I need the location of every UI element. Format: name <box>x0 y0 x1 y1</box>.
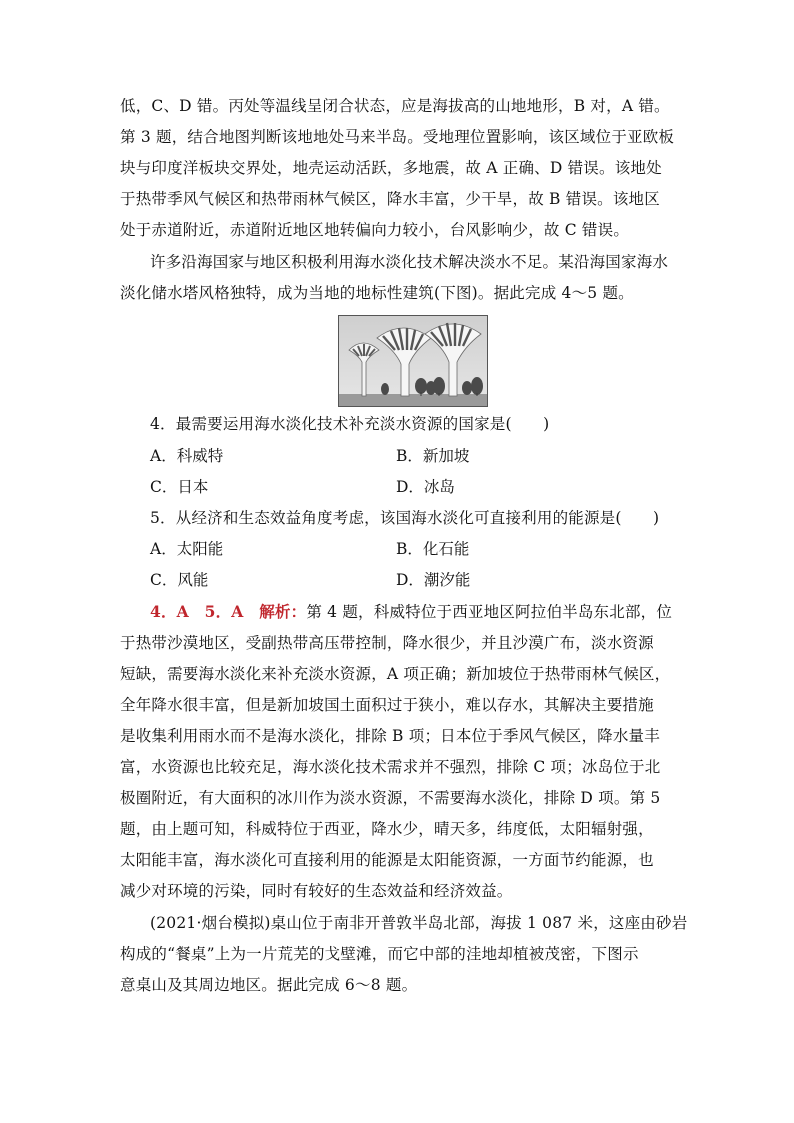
text-line: 于热带季风气候区和热带雨林气候区，降水丰富，少干旱，故 B 错误。该地区 <box>120 190 660 208</box>
q5-option-c: C．风能 <box>150 571 209 589</box>
text-line: 全年降水很丰富，但是新加坡国土面积过于狭小，难以存水，其解决主要措施 <box>120 696 654 714</box>
text-line: 意桌山及其周边地区。据此完成 6～8 题。 <box>120 976 418 994</box>
text-line: 低，C、D 错。丙处等温线呈闭合状态，应是海拔高的山地地形，B 对，A 错。 <box>120 97 670 115</box>
q4-option-b: B．新加坡 <box>396 447 470 465</box>
answer-key: 4．A 5．A <box>150 602 260 621</box>
text-line: 第 3 题，结合地图判断该地地处马来半岛。受地理位置影响，该区域位于亚欧板 <box>120 128 675 146</box>
explanation-text: 第 4 题，科威特位于西亚地区阿拉伯半岛东北部，位 <box>306 603 673 621</box>
text-line: 减少对环境的污染，同时有较好的生态效益和经济效益。 <box>120 882 513 900</box>
q4-option-c: C．日本 <box>150 478 209 496</box>
text-line: 极圈附近，有大面积的冰川作为淡水资源，不需要海水淡化，排除 D 项。第 5 <box>120 789 661 807</box>
q4-option-d: D．冰岛 <box>396 478 455 496</box>
text-line: 淡化储水塔风格独特，成为当地的地标性建筑(下图)。据此完成 4～5 题。 <box>120 284 634 302</box>
q5-option-b: B．化石能 <box>396 540 470 558</box>
water-tower-photo <box>338 315 488 407</box>
text-line: 许多沿海国家与地区积极利用海水淡化技术解决淡水不足。某沿海国家海水 <box>150 253 669 271</box>
text-line: 构成的“餐桌”上为一片荒芜的戈壁滩，而它中部的洼地却植被茂密，下图示 <box>120 945 639 963</box>
question-4-stem: 4．最需要运用海水淡化技术补充淡水资源的国家是( ) <box>150 415 550 433</box>
text-line: 太阳能丰富，海水淡化可直接利用的能源是太阳能资源，一方面节约能源，也 <box>120 851 654 869</box>
text-line: 块与印度洋板块交界处，地壳运动活跃，多地震，故 A 正确、D 错误。该地处 <box>120 159 662 177</box>
text-line: 富，水资源也比较充足，海水淡化技术需求并不强烈，排除 C 项；冰岛位于北 <box>120 758 661 776</box>
text-line: 于热带沙漠地区，受副热带高压带控制，降水很少，并且沙漠广布，淡水资源 <box>120 634 654 652</box>
text-line: 题，由上题可知，科威特位于西亚，降水少，晴天多，纬度低，太阳辐射强， <box>120 820 654 838</box>
text-line: 处于赤道附近，赤道附近地区地转偏向力较小，台风影响少，故 C 错误。 <box>120 221 630 239</box>
q4-option-a: A．科威特 <box>150 447 224 465</box>
explanation-label: 解析： <box>259 602 307 621</box>
answer-first-line <box>150 602 672 622</box>
q5-option-d: D．潮汐能 <box>396 571 471 589</box>
text-line: 短缺，需要海水淡化来补充淡水资源，A 项正确；新加坡位于热带雨林气候区， <box>120 665 671 683</box>
text-line: 是收集利用雨水而不是海水淡化，排除 B 项；日本位于季风气候区，降水量丰 <box>120 727 660 745</box>
q5-option-a: A．太阳能 <box>150 540 224 558</box>
question-5-stem: 5．从经济和生态效益角度考虑，该国海水淡化可直接利用的能源是( ) <box>150 509 660 527</box>
text-line: (2021·烟台模拟)桌山位于南非开普敦半岛北部，海拔 1 087 米，这座由砂岩 <box>150 914 688 932</box>
